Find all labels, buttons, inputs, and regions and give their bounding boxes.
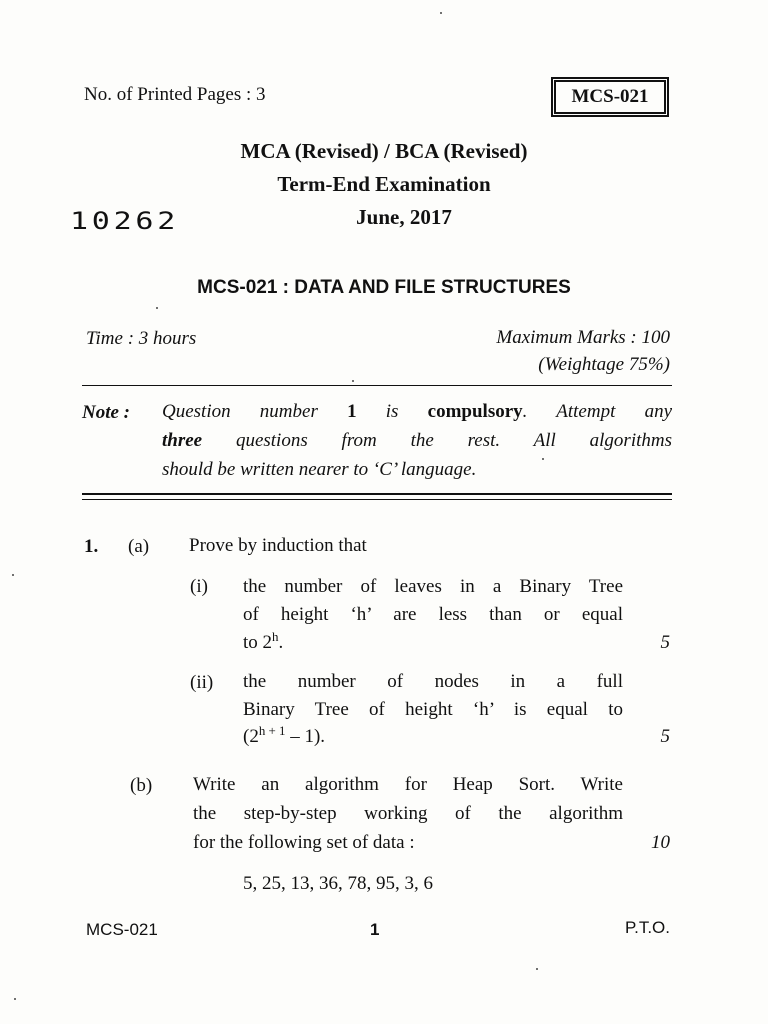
time-allowed: Time : 3 hours xyxy=(86,328,197,349)
double-divider-bottom xyxy=(82,499,672,500)
part-label: (b) xyxy=(130,775,153,796)
scan-speck xyxy=(12,574,14,576)
subpart-ii-line-2: Binary Tree of height ‘h’ is equal to xyxy=(243,699,623,720)
part-b-line-2: the step-by-step working of the algorithm xyxy=(193,803,623,824)
part-b-line-3: for the following set of data : xyxy=(193,832,415,853)
scan-speck xyxy=(536,968,538,970)
please-turn-over: P.T.O. xyxy=(624,918,670,937)
subpart-label: (ii) xyxy=(190,672,214,693)
note-line-1: Question number 1 is compulsory. Attempt any xyxy=(162,401,672,422)
divider xyxy=(82,385,672,386)
handwritten-serial-number: 10262 xyxy=(70,207,180,235)
marks: 10 xyxy=(651,832,670,853)
weightage: (Weightage 75%) xyxy=(538,354,670,375)
marks: 5 xyxy=(660,632,670,653)
note-label: Note : xyxy=(82,402,131,423)
subpart-i-line-1: the number of leaves in a Binary Tree xyxy=(243,576,623,597)
scan-speck xyxy=(542,458,544,460)
scan-speck xyxy=(14,998,16,1000)
scan-speck xyxy=(156,307,158,309)
subject-title: MCS-021 : DATA AND FILE STRUCTURES xyxy=(197,277,571,298)
data-set: 5, 25, 13, 36, 78, 95, 3, 6 xyxy=(243,873,433,894)
subpart-ii-line-1: the number of nodes in a full xyxy=(243,671,623,692)
subpart-i-line-3: to 2$^h$. xyxy=(243,628,284,653)
part-a-prompt: Prove by induction that xyxy=(189,535,367,556)
exam-date: June, 2017 xyxy=(356,205,452,229)
subpart-label: (i) xyxy=(190,576,208,597)
note-line-3: should be written nearer to ‘C’ language. xyxy=(162,459,477,480)
course-code-box: MCS-021 xyxy=(554,80,666,114)
part-b-line-1: Write an algorithm for Heap Sort. Write xyxy=(193,774,623,795)
subpart-i-line-2: of height ‘h’ are less than or equal xyxy=(243,604,623,625)
page-number: 1 xyxy=(370,920,380,939)
note-line-2: three questions from the rest. All algorithms xyxy=(162,430,672,451)
exam-title: Term-End Examination xyxy=(277,172,491,196)
double-divider-top xyxy=(82,493,672,495)
maximum-marks: Maximum Marks : 100 xyxy=(496,327,670,348)
scan-speck xyxy=(352,380,354,382)
subpart-ii-line-3: $(2^{h + 1} - 1)$. xyxy=(243,722,326,747)
marks: 5 xyxy=(660,726,670,747)
printed-pages-count: No. of Printed Pages : 3 xyxy=(84,84,266,105)
footer-course-code: MCS-021 xyxy=(86,920,158,939)
question-number: 1. xyxy=(84,536,99,557)
programme-title: MCA (Revised) / BCA (Revised) xyxy=(240,139,528,163)
scan-speck xyxy=(440,12,442,14)
part-label: (a) xyxy=(128,536,150,557)
